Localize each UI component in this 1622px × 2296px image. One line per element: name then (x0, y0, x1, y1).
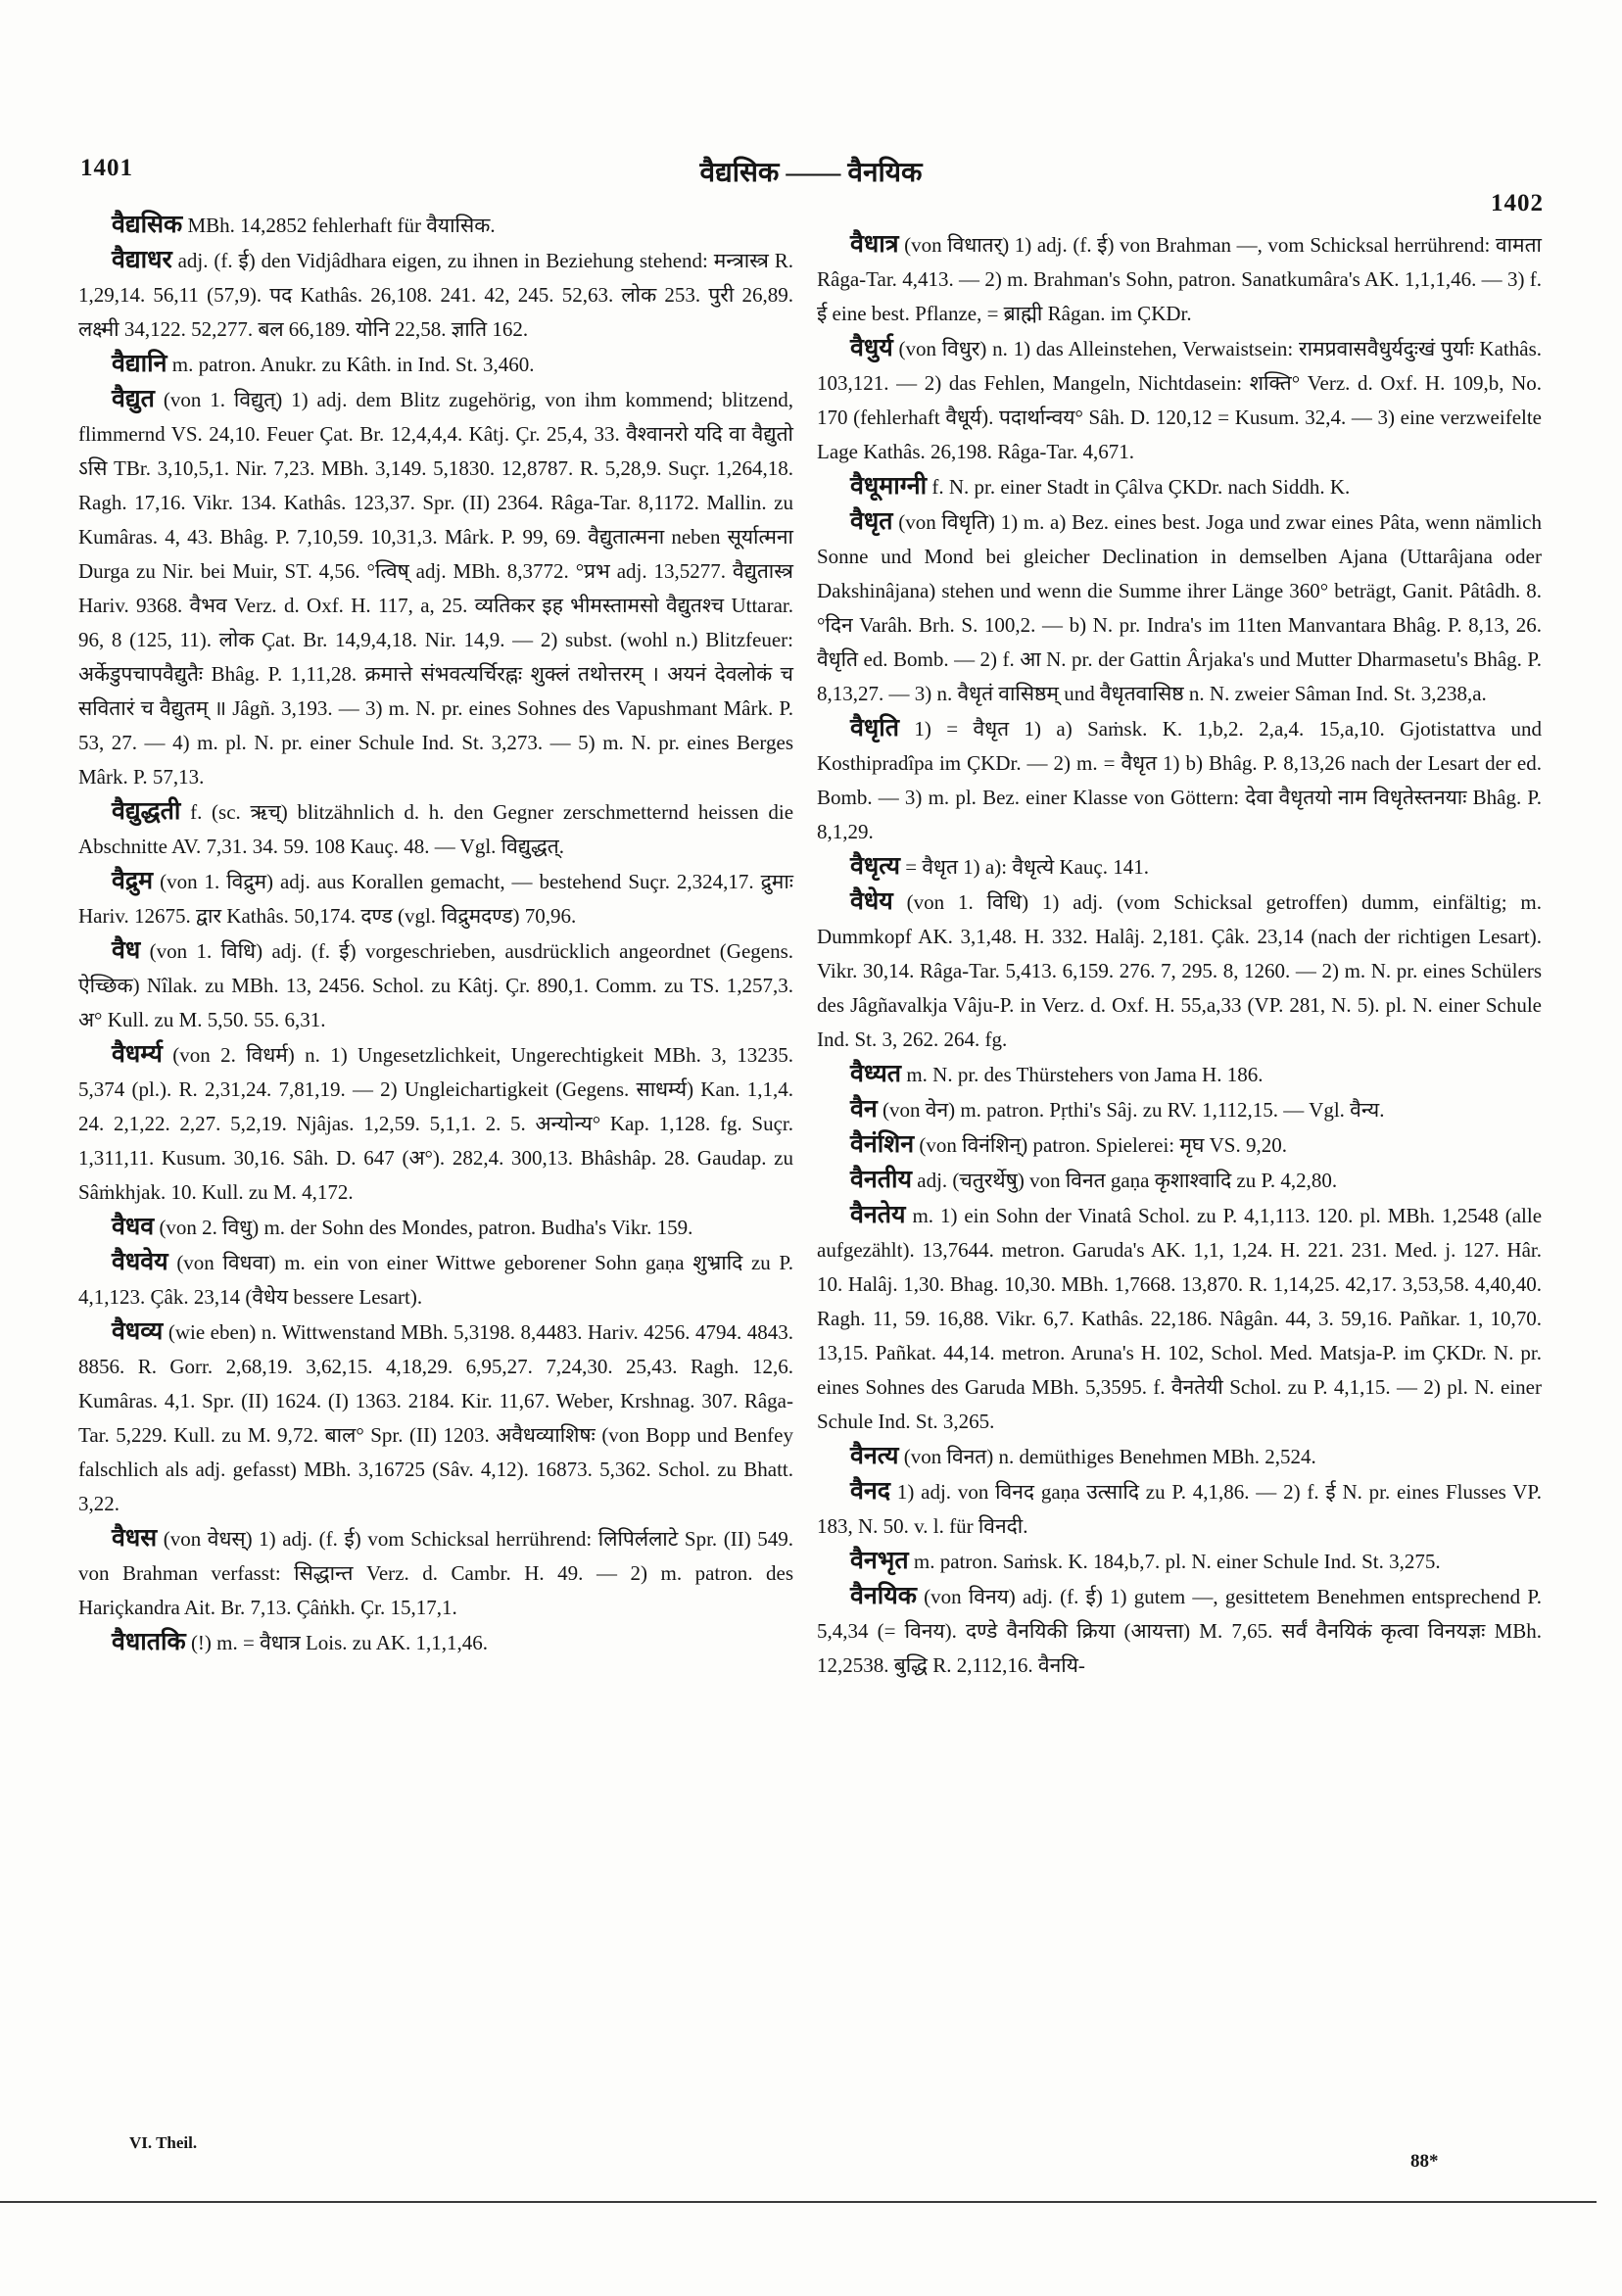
headword: वैद्यसिक (112, 212, 183, 238)
entry (817, 1198, 1542, 1439)
entry-text: (von विधातर्) 1) adj. (f. ई) von Brahman —, vom Schicksal herrührend: वामता Râga-Tar. 4,413. — 2) m. Brahman's Sohn, patron. Sanatkumâra's AK. 1,1,1,46. — 3) f. ई eine best. Pflanze, = ब्राह्मी Râgan. im ÇKDr. (817, 233, 1542, 325)
entry-text: (von विधृति) 1) m. a) Bez. eines best. Joga und zwar eines Pâta, wenn nämlich Sonne und Mond bei gleicher Declination in demselben Ajana (Uttarâjana oder Dakshinâjana) stehen und wenn die Summe ihrer Länge 360° beträgt, Ganit. Pâtâdh. 8. °दिन Varâh. Brh. S. 100,2. — b) N. pr. Indra's im 11ten Manvantara Bhâg. P. 8,13, 26. वैधृति ed. Bomb. — 2) f. आ N. pr. der Gattin Ârjaka's und Mutter Dharmasetu's Bhâg. P. 8,13,27. — 3) n. वैधृतं वासिष्ठम् und वैधृतवासिष्ठ n. N. zweier Sâman Ind. St. 3,238,a. (817, 510, 1542, 705)
headword: वैनतीय (850, 1167, 913, 1193)
entry (817, 1092, 1542, 1127)
entry-text: m. N. pr. des Thürstehers von Jama H. 186. (906, 1063, 1264, 1086)
entry (78, 1210, 793, 1245)
headword: वैधेय (850, 888, 893, 915)
page-number-left: 1401 (80, 155, 133, 181)
headword: वैधव (112, 1214, 155, 1240)
entry-text: (von विधुर) n. 1) das Alleinstehen, Verwaistsein: रामप्रवासवैधुर्यदुःखं पुर्याः Kathâs. 103,121. — 2) das Fehlen, Mangeln, Nichtdasein: शक्ति° Verz. d. Oxf. H. 109,b, No. 170 (fehlerhaft वैधूर्य). पदार्थान्वय° Sâh. D. 120,12 = Kusum. 32,4. — 3) eine verzweifelte Lage Kathâs. 26,198. Râga-Tar. 4,671. (817, 337, 1542, 463)
entry-text: m. patron. Saṁsk. K. 184,b,7. pl. N. einer Schule Ind. St. 3,275. (913, 1550, 1441, 1573)
entry (817, 1057, 1542, 1092)
entry-text: adj. (f. ई) den Vidjâdhara eigen, zu ihnen in Beziehung stehend: मन्त्रास्त्र R. 1,29,14. 56,11 (57,9). पद Kathâs. 26,108. 241. 42, 245. 52,63. लोक 253. पुरी 26,89. लक्ष्मी 34,122. 52,277. बल 66,189. योनि 22,58. ज्ञाति 162. (78, 249, 794, 341)
entry (78, 1625, 793, 1660)
headword: वैद्याधर (112, 247, 172, 273)
entry (78, 933, 793, 1037)
headword: वैधातकि (112, 1629, 186, 1655)
entry-text: m. 1) ein Sohn der Vinatâ Schol. zu P. 4,1,113. 120. pl. MBh. 1,2548 (alle aufgezählt). 13,7644. metron. Garuda's AK. 1,1, 1,24. H. 221. 231. Med. j. 127. Hâr. 10. Halâj. 1,30. Bhag. 10,30. MBh. 1,7668. 13,870. R. 1,14,25. 42,17. 3,53,58. 4,40,40. Ragh. 11, 59. 16,88. Vikr. 6,7. Kathâs. 22,186. Nâgân. 44, 3. 59,16. Pañkar. 1, 10,70. 13,15. Pañkat. 44,14. metron. Aruna's H. 102, Schol. Med. Matsja-P. im ÇKDr. N. pr. eines Sohnes des Garuda MBh. 5,3595. f. वैनतेयी Schol. zu P. 4,1,15. — 2) pl. N. einer Schule Ind. St. 3,265. (817, 1204, 1543, 1433)
entry-text: (wie eben) n. Wittwenstand MBh. 5,3198. 8,4483. Hariv. 4256. 4794. 4843. 8856. R. Gorr. 2,68,19. 3,62,15. 4,18,29. 6,95,27. 7,24,30. 25,43. Ragh. 12,6. Kumâras. 4,1. Spr. (II) 1624. (I) 1363. 2184. Kir. 11,67. Weber, Krshnag. 307. Râga-Tar. 5,229. Kull. zu M. 9,72. बाल° Spr. (II) 1203. अवैधव्याशिषः (von Bopp und Benfey falschlich als adj. gefasst) MBh. 3,16725 (Sâv. 4,12). 16873. 5,362. Schol. zu Bhatt. 3,22. (78, 1320, 793, 1515)
headword: वैनंशिन (850, 1131, 915, 1158)
entry (78, 208, 793, 243)
entry-text: (von 1. विधि) adj. (f. ई) vorgeschrieben, ausdrücklich angeordnet (Gegens. ऐच्छिक) Nîlak. zu MBh. 13, 2456. Schol. zu Kâtj. Çr. 890,1. Comm. zu TS. 1,257,3. अ° Kull. zu M. 5,50. 55. 6,31. (78, 939, 794, 1031)
entry (817, 1544, 1542, 1579)
entry (78, 1521, 793, 1625)
entry-text: (!) m. = वैधात्र Lois. zu AK. 1,1,1,46. (190, 1631, 489, 1654)
entry (78, 1245, 793, 1315)
entry-text: adj. (चतुरर्थेषु) von विनत gaṇa कृशाश्वादि zu P. 4,2,80. (917, 1169, 1338, 1192)
entry (817, 504, 1542, 711)
entry (817, 331, 1542, 469)
headword: वैध्यत (850, 1061, 902, 1087)
headword: वैधृत्य (850, 853, 901, 880)
entry-text: = वैधृत 1) a): वैधृत्ये Kauç. 141. (905, 855, 1149, 879)
entry (78, 347, 793, 382)
headword: वैनतेय (850, 1202, 906, 1228)
running-head: वैद्यसिक —— वैनयिक (699, 158, 923, 188)
entry (78, 243, 793, 347)
bottom-rule (0, 2201, 1597, 2203)
entry-text: (von विधवा) m. ein von einer Wittwe geborener Sohn gaṇa शुभ्रादि zu P. 4,1,123. Çâk. 23,14 (वैधेय bessere Lesart). (78, 1251, 793, 1309)
entry-text: 1) adj. von विनद gaṇa उत्सादि zu P. 4,1,86. — 2) f. ई N. pr. eines Flusses VP. 183, N. 50. v. l. für विनदी. (817, 1480, 1543, 1538)
headword: वैधर्म्य (112, 1041, 163, 1068)
entry-text: f. (sc. ऋच्) blitzähnlich d. h. den Gegner zerschmetternd heissen die Abschnitte AV. 7,31. 34. 59. 108 Kauç. 48. — Vgl. विद्युद्धत्. (78, 800, 794, 858)
entry-text: (von विनंशिन्) patron. Spielerei: मृघ VS. 9,20. (919, 1133, 1287, 1157)
entry-text: 1) = वैधृत 1) a) Saṁsk. K. 1,b,2. 2,a,4. 15,a,10. Gjotistattva und Kosthipradîpa im ÇKDr. — 2) m. = वैधृत 1) b) Bhâg. P. 8,13,26 nach der Lesart der ed. Bomb. — 3) m. pl. Bez. einer Klasse von Göttern: देवा वैधृतयो नाम विधृतेस्तनयाः Bhâg. P. 8,1,29. (817, 717, 1543, 843)
headword: वैधव्य (112, 1318, 164, 1345)
left-column (78, 208, 793, 1660)
entry (78, 382, 793, 794)
headword: वैनयिक (850, 1583, 917, 1609)
right-column (817, 227, 1542, 1683)
headword: वैधस (112, 1525, 158, 1552)
entry-text: (von 1. विद्युत्) 1) adj. dem Blitz zugehörig, von ihm kommend; blitzend, flimmernd VS. 24,10. Feuer Çat. Br. 12,4,4,4. Kâtj. Çr. 25,4, 33. वैश्वानरो यदि वा वैद्युतो ऽसि TBr. 3,10,5,1. Nir. 7,23. MBh. 3,149. 5,1830. 12,8787. R. 5,28,9. Suçr. 1,264,18. Ragh. 17,16. Vikr. 134. Kathâs. 123,37. Spr. (II) 2364. Râga-Tar. 8,1172. Mallin. zu Kumâras. 4, 43. Bhâg. P. 7,10,59. 10,31,3. Mârk. P. 99, 69. वैद्युतात्मना neben सूर्यात्मना Durga zu Nir. bei Muir, ST. 4,56. °त्विष् adj. MBh. 8,3772. °प्रभ adj. 13,5277. वैद्युतास्त्र Hariv. 9368. वैभव Verz. d. Oxf. H. 117, a, 25. व्यतिकर इह भीमस्तामसो वैद्युतश्च Uttarar. 96, 8 (125, 11). लोक Çat. Br. 14,9,4,18. Nir. 14,9. — 2) subst. (wohl n.) Blitzfeuer: अर्केडुपचापवैद्युतैः Bhâg. P. 1,11,28. क्रमात्ते संभवत्यर्चिरह्नः शुक्लं तथोत्तरम् । अयनं देवलोकं च सवितारं च वैद्युतम् ॥ Jâgñ. 3,193. — 3) m. N. pr. eines Sohnes des Vapushmant Mârk. P. 53, 27. — 4) m. pl. N. pr. einer Schule Ind. St. 3,273. — 5) m. N. pr. eines Berges Mârk. P. 57,13. (78, 388, 793, 789)
headword: वैनद (850, 1478, 891, 1505)
headword: वैन (850, 1096, 878, 1123)
entry (78, 794, 793, 864)
entry (817, 1439, 1542, 1474)
volume-note: VI. Theil. (129, 2133, 198, 2152)
entry (817, 1163, 1542, 1198)
entry-text: MBh. 14,2852 fehlerhaft für वैयासिक. (187, 214, 496, 237)
headword: वैद्रुम (112, 868, 154, 894)
headword: वैधृत (850, 508, 893, 535)
entry-text: f. N. pr. einer Stadt in Çâlva ÇKDr. nach Siddh. K. (931, 475, 1351, 499)
headword: वैधात्र (850, 231, 899, 258)
entry (817, 1127, 1542, 1163)
entry (817, 1579, 1542, 1683)
signature-mark: 88* (1410, 2151, 1439, 2172)
page-number-right: 1402 (1491, 190, 1544, 216)
entry (817, 469, 1542, 504)
entry (817, 849, 1542, 885)
entry (817, 1474, 1542, 1544)
entry-text: (von वेधस्) 1) adj. (f. ई) vom Schicksal herrührend: लिपिर्ललाटे Spr. (II) 549. von Brahman verfasst: सिद्धान्त Verz. d. Cambr. H. 49. — 2) m. patron. des Hariçkandra Ait. Br. 7,13. Çâṅkh. Çr. 15,17,1. (78, 1527, 793, 1619)
headword: वैधवेय (112, 1249, 168, 1275)
headword: वैनभृत (850, 1548, 909, 1574)
entry-text: (von 1. विधि) 1) adj. (vom Schicksal getroffen) dumm, einfältig; m. Dummkopf AK. 3,1,48. H. 332. Halâj. 2,181. Çâk. 23,14 (nach der richtigen Lesart). Vikr. 30,14. Râga-Tar. 5,413. 6,159. 276. 7, 295. 8, 1260. — 2) m. N. pr. eines Schülers des Jâgñavalkja Vâju-P. in Verz. d. Oxf. H. 55,a,33 (VP. 281, N. 5). pl. N. einer Schule Ind. St. 3, 262. 264. fg. (817, 890, 1543, 1051)
entry-text: (von वेन) m. patron. Pṛthi's Sâj. zu RV. 1,112,15. — Vgl. वैन्य. (883, 1098, 1385, 1122)
headword: वैद्युद्धती (112, 798, 181, 825)
entry-text: (von विनय) adj. (f. ई) 1) gutem —, gesittetem Benehmen entsprechend P. 5,4,34 (= विनय). दण्डे वैनयिकी क्रिया (आयत्ता) M. 7,65. सर्वं वैनयिकं कृत्वा विनयज्ञः MBh. 12,2538. बुद्धि R. 2,112,16. वैनयि- (817, 1585, 1542, 1677)
headword: वैधृति (850, 715, 900, 741)
entry (817, 711, 1542, 849)
entry (78, 1315, 793, 1521)
headword: वैध (112, 937, 141, 964)
entry-text: (von 2. विधर्म) n. 1) Ungesetzlichkeit, Ungerechtigkeit MBh. 3, 13235. 5,374 (pl.). R. 2,31,24. 7,81,19. — 2) Ungleichartigkeit (Gegens. साधर्म्य) Kan. 1,1,4. 24. 2,1,22. 2,27. 5,2,19. Njâjas. 1,2,59. 5,1,1. 2. 5. अन्योन्य° Kap. 1,128. fg. Suçr. 1,311,11. Kusum. 30,16. Sâh. D. 647 (अ°). 282,4. 300,13. Bhâshâp. 28. Gaudap. zu Sâṁkhjak. 10. Kull. zu M. 4,172. (78, 1043, 794, 1204)
entry-text: (von विनत) n. demüthiges Benehmen MBh. 2,524. (903, 1445, 1316, 1468)
headword: वैधूमाग्नी (850, 473, 928, 500)
entry (78, 1037, 793, 1210)
headword: वैनत्य (850, 1443, 899, 1469)
entry-text: (von 2. विधु) m. der Sohn des Mondes, patron. Budha's Vikr. 159. (159, 1216, 693, 1239)
entry-text: m. patron. Anukr. zu Kâth. in Ind. St. 3,460. (171, 353, 535, 376)
entry (817, 885, 1542, 1057)
headword: वैद्यानि (112, 351, 167, 377)
headword: वैद्युत (112, 386, 155, 412)
entry-text: (von 1. विद्रुम) adj. aus Korallen gemacht, — bestehend Suçr. 2,324,17. द्रुमाः Hariv. 12675. द्वार Kathâs. 50,174. दण्ड (vgl. विद्रुमदण्ड) 70,96. (78, 870, 793, 928)
entry (817, 227, 1542, 331)
headword: वैधुर्य (850, 335, 893, 361)
entry (78, 864, 793, 933)
